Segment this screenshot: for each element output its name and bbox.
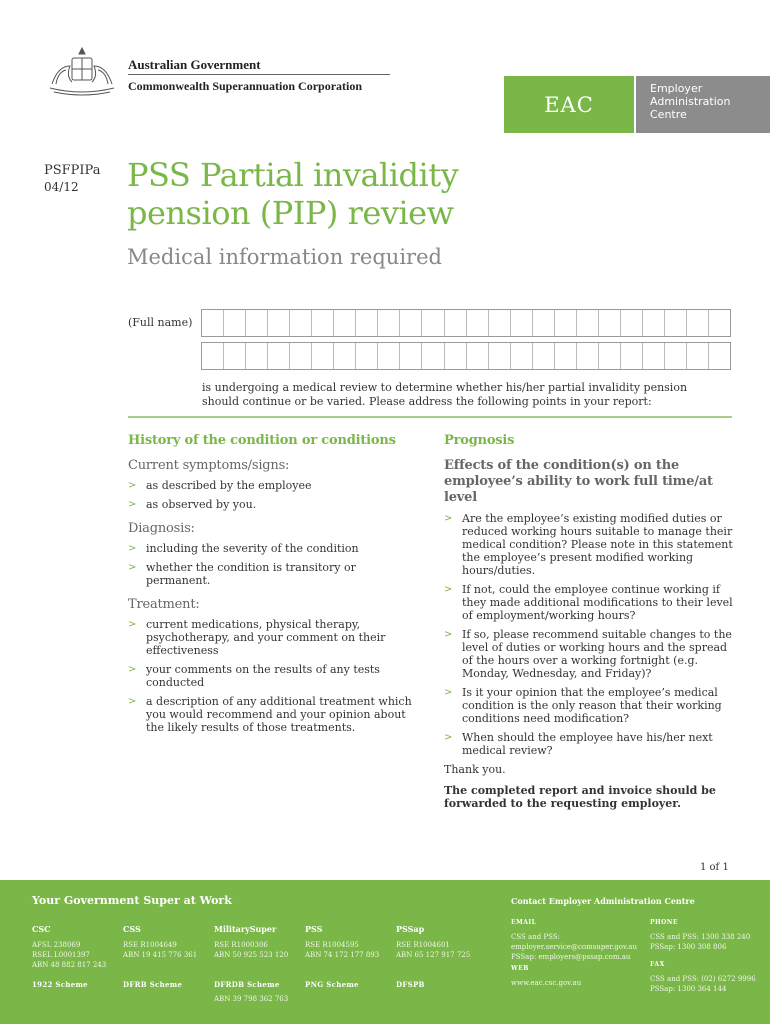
name-char-box[interactable] bbox=[599, 310, 621, 336]
name-char-box[interactable] bbox=[533, 343, 555, 369]
eac-side-line: Centre bbox=[650, 108, 687, 121]
symptoms-list bbox=[128, 479, 418, 511]
name-char-box[interactable] bbox=[224, 310, 246, 336]
footer-column-head: CSS bbox=[123, 924, 141, 934]
name-char-box[interactable] bbox=[621, 310, 643, 336]
treatment-heading: Treatment: bbox=[128, 597, 200, 612]
footer-line: RSE R1004595 bbox=[305, 941, 359, 949]
page-number: 1 of 1 bbox=[700, 862, 729, 873]
name-char-box[interactable] bbox=[577, 343, 599, 369]
name-char-box[interactable] bbox=[577, 310, 599, 336]
name-char-box[interactable] bbox=[202, 343, 224, 369]
page-subtitle: Medical information required bbox=[127, 245, 442, 269]
name-char-box[interactable] bbox=[709, 343, 730, 369]
name-char-box[interactable] bbox=[467, 310, 489, 336]
footer-line: ABN 65 127 917 725 bbox=[396, 951, 471, 959]
name-char-box[interactable] bbox=[665, 310, 687, 336]
name-char-box[interactable] bbox=[268, 343, 290, 369]
closing-instruction: The completed report and invoice should be forwarded to the requesting employer. bbox=[444, 784, 716, 810]
name-char-box[interactable] bbox=[445, 343, 467, 369]
name-char-box[interactable] bbox=[378, 310, 400, 336]
history-column bbox=[128, 433, 418, 740]
contact-phone bbox=[650, 918, 756, 994]
header-rule bbox=[128, 74, 390, 75]
name-char-box[interactable] bbox=[224, 343, 246, 369]
contact-web bbox=[511, 964, 581, 988]
email-heading: EMAIL bbox=[511, 919, 537, 926]
form-date: 04/12 bbox=[44, 180, 79, 194]
footer-line: ABN 39 798 362 763 bbox=[214, 995, 289, 1003]
contact-line: CSS and PSS: bbox=[511, 933, 560, 941]
footer-column-csc bbox=[32, 924, 106, 990]
name-char-box[interactable] bbox=[202, 310, 224, 336]
full-name-label: (Full name) bbox=[128, 316, 193, 329]
footer-column-pss bbox=[305, 924, 379, 990]
phone-heading: PHONE bbox=[650, 919, 678, 926]
coat-of-arms-logo bbox=[44, 44, 120, 96]
eac-side-panel bbox=[636, 76, 770, 133]
contact-line: PSSap: 1300 308 806 bbox=[650, 943, 727, 951]
prognosis-heading: Prognosis bbox=[444, 433, 515, 448]
list-item: > When should the employee have his/her next medical review? bbox=[444, 731, 734, 757]
web-link[interactable]: www.eac.csc.gov.au bbox=[511, 979, 582, 987]
contact-line: CSS and PSS: (02) 6272 9996 bbox=[650, 975, 756, 983]
government-title: Australian Government bbox=[128, 57, 261, 72]
footer-column-head: PSSap bbox=[396, 924, 425, 934]
name-char-box[interactable] bbox=[687, 310, 709, 336]
list-item: > If not, could the employee continue working if they made additional modifications to their level of employment/working hours? bbox=[444, 583, 734, 622]
contact-title: Contact Employer Administration Centre bbox=[511, 896, 695, 906]
footer-scheme: 1922 Scheme bbox=[32, 980, 88, 989]
name-char-box[interactable] bbox=[709, 310, 730, 336]
email-link[interactable]: employer.service@comsuper.gov.au bbox=[511, 943, 637, 951]
list-item: > including the severity of the condition bbox=[128, 542, 418, 555]
symptoms-heading: Current symptoms/signs: bbox=[128, 458, 290, 473]
list-item: > Are the employee’s existing modified duties or reduced working hours suitable to manage their medical condition? Please note in this statement the employee’s present modified working hours/duties. bbox=[444, 512, 734, 577]
list-item: > as observed by you. bbox=[128, 498, 418, 511]
name-char-box[interactable] bbox=[599, 343, 621, 369]
name-char-box[interactable] bbox=[445, 310, 467, 336]
web-heading: WEB bbox=[511, 965, 529, 972]
name-char-box[interactable] bbox=[290, 343, 312, 369]
fax-heading: FAX bbox=[650, 961, 665, 968]
footer-line: AFSL 238069 bbox=[32, 941, 81, 949]
name-char-box[interactable] bbox=[489, 310, 511, 336]
name-char-box[interactable] bbox=[643, 343, 665, 369]
name-char-box[interactable] bbox=[334, 343, 356, 369]
name-char-box[interactable] bbox=[268, 310, 290, 336]
name-char-box[interactable] bbox=[665, 343, 687, 369]
name-char-box[interactable] bbox=[400, 310, 422, 336]
name-char-box[interactable] bbox=[643, 310, 665, 336]
intro-text: is undergoing a medical review to determine whether his/her partial invalidity pension should continue or be varied. Please address the following points in your report: bbox=[202, 381, 688, 408]
footer-column-pssap bbox=[396, 924, 470, 990]
name-char-box[interactable] bbox=[290, 310, 312, 336]
page-title bbox=[127, 156, 647, 232]
footer bbox=[0, 880, 770, 1024]
full-name-boxes-row-2[interactable] bbox=[201, 342, 731, 370]
eac-label: EAC bbox=[544, 92, 594, 117]
list-item: > current medications, physical therapy, psychotherapy, and your comment on their effectiveness bbox=[128, 618, 418, 657]
name-char-box[interactable] bbox=[533, 310, 555, 336]
footer-line: ABN 48 882 817 243 bbox=[32, 961, 107, 969]
name-char-box[interactable] bbox=[356, 343, 378, 369]
form-code: PSFPIPa bbox=[44, 163, 101, 178]
prognosis-column bbox=[444, 433, 734, 818]
list-item: > whether the condition is transitory or permanent. bbox=[128, 561, 418, 587]
eac-badge bbox=[504, 76, 634, 133]
diagnosis-list bbox=[128, 542, 418, 587]
name-char-box[interactable] bbox=[400, 343, 422, 369]
eac-side-line: Administration bbox=[650, 95, 731, 108]
contact-line: PSSap: 1300 364 144 bbox=[650, 985, 727, 993]
name-char-box[interactable] bbox=[511, 343, 533, 369]
full-name-boxes-row-1[interactable] bbox=[201, 309, 731, 337]
diagnosis-heading: Diagnosis: bbox=[128, 521, 195, 536]
corporation-title: Commonwealth Superannuation Corporation bbox=[128, 79, 363, 93]
title-line: PSS Partial invalidity bbox=[127, 156, 459, 194]
name-char-box[interactable] bbox=[621, 343, 643, 369]
list-item: > a description of any additional treatment which you would recommend and your opinion about the likely results of those treatments. bbox=[128, 695, 418, 734]
footer-scheme: PNG Scheme bbox=[305, 980, 359, 989]
footer-column-militarysuper bbox=[214, 924, 288, 1004]
title-line: pension (PIP) review bbox=[127, 194, 454, 232]
footer-column-head: PSS bbox=[305, 924, 323, 934]
name-char-box[interactable] bbox=[422, 343, 444, 369]
footer-line: ABN 50 925 523 120 bbox=[214, 951, 289, 959]
name-char-box[interactable] bbox=[555, 343, 577, 369]
list-item: > If so, please recommend suitable changes to the level of duties or working hours and the spread of the hours over a working fortnight (e.g. Monday, Wednesday, and Friday)? bbox=[444, 628, 734, 680]
name-char-box[interactable] bbox=[356, 310, 378, 336]
effects-heading: Effects of the condition(s) on the employee’s ability to work full time/at level bbox=[444, 458, 713, 505]
name-char-box[interactable] bbox=[312, 343, 334, 369]
name-char-box[interactable] bbox=[687, 343, 709, 369]
name-char-box[interactable] bbox=[489, 343, 511, 369]
footer-title: Your Government Super at Work bbox=[32, 894, 232, 907]
name-char-box[interactable] bbox=[511, 310, 533, 336]
footer-line: RSEL L0001397 bbox=[32, 951, 90, 959]
contact-line: CSS and PSS: 1300 338 240 bbox=[650, 933, 751, 941]
list-item: > as described by the employee bbox=[128, 479, 418, 492]
name-char-box[interactable] bbox=[378, 343, 400, 369]
name-char-box[interactable] bbox=[246, 343, 268, 369]
contact-email bbox=[511, 918, 637, 962]
name-char-box[interactable] bbox=[312, 310, 334, 336]
treatment-list bbox=[128, 618, 418, 734]
name-char-box[interactable] bbox=[422, 310, 444, 336]
footer-scheme: DFRDB Scheme bbox=[214, 980, 280, 989]
section-divider bbox=[128, 416, 732, 418]
footer-scheme: DFSPB bbox=[396, 980, 425, 989]
thank-you-text: Thank you. bbox=[444, 763, 506, 776]
name-char-box[interactable] bbox=[334, 310, 356, 336]
list-item: > Is it your opinion that the employee’s medical condition is the only reason that their working conditions need modification? bbox=[444, 686, 734, 725]
prognosis-list bbox=[444, 512, 734, 757]
name-char-box[interactable] bbox=[555, 310, 577, 336]
footer-line: RSE R1000306 bbox=[214, 941, 268, 949]
name-char-box[interactable] bbox=[246, 310, 268, 336]
list-item: > your comments on the results of any tests conducted bbox=[128, 663, 418, 689]
history-heading: History of the condition or conditions bbox=[128, 433, 396, 448]
footer-line: ABN 74 172 177 893 bbox=[305, 951, 380, 959]
name-char-box[interactable] bbox=[467, 343, 489, 369]
footer-line: ABN 19 415 776 361 bbox=[123, 951, 198, 959]
footer-scheme: DFRB Scheme bbox=[123, 980, 183, 989]
footer-line: RSE R1004601 bbox=[396, 941, 450, 949]
eac-side-line: Employer bbox=[650, 82, 703, 95]
footer-column-css bbox=[123, 924, 197, 990]
footer-column-head: MilitarySuper bbox=[214, 924, 277, 934]
footer-line: RSE R1004649 bbox=[123, 941, 177, 949]
email-link[interactable]: PSSap: employers@pssap.com.au bbox=[511, 953, 631, 961]
footer-column-head: CSC bbox=[32, 924, 51, 934]
